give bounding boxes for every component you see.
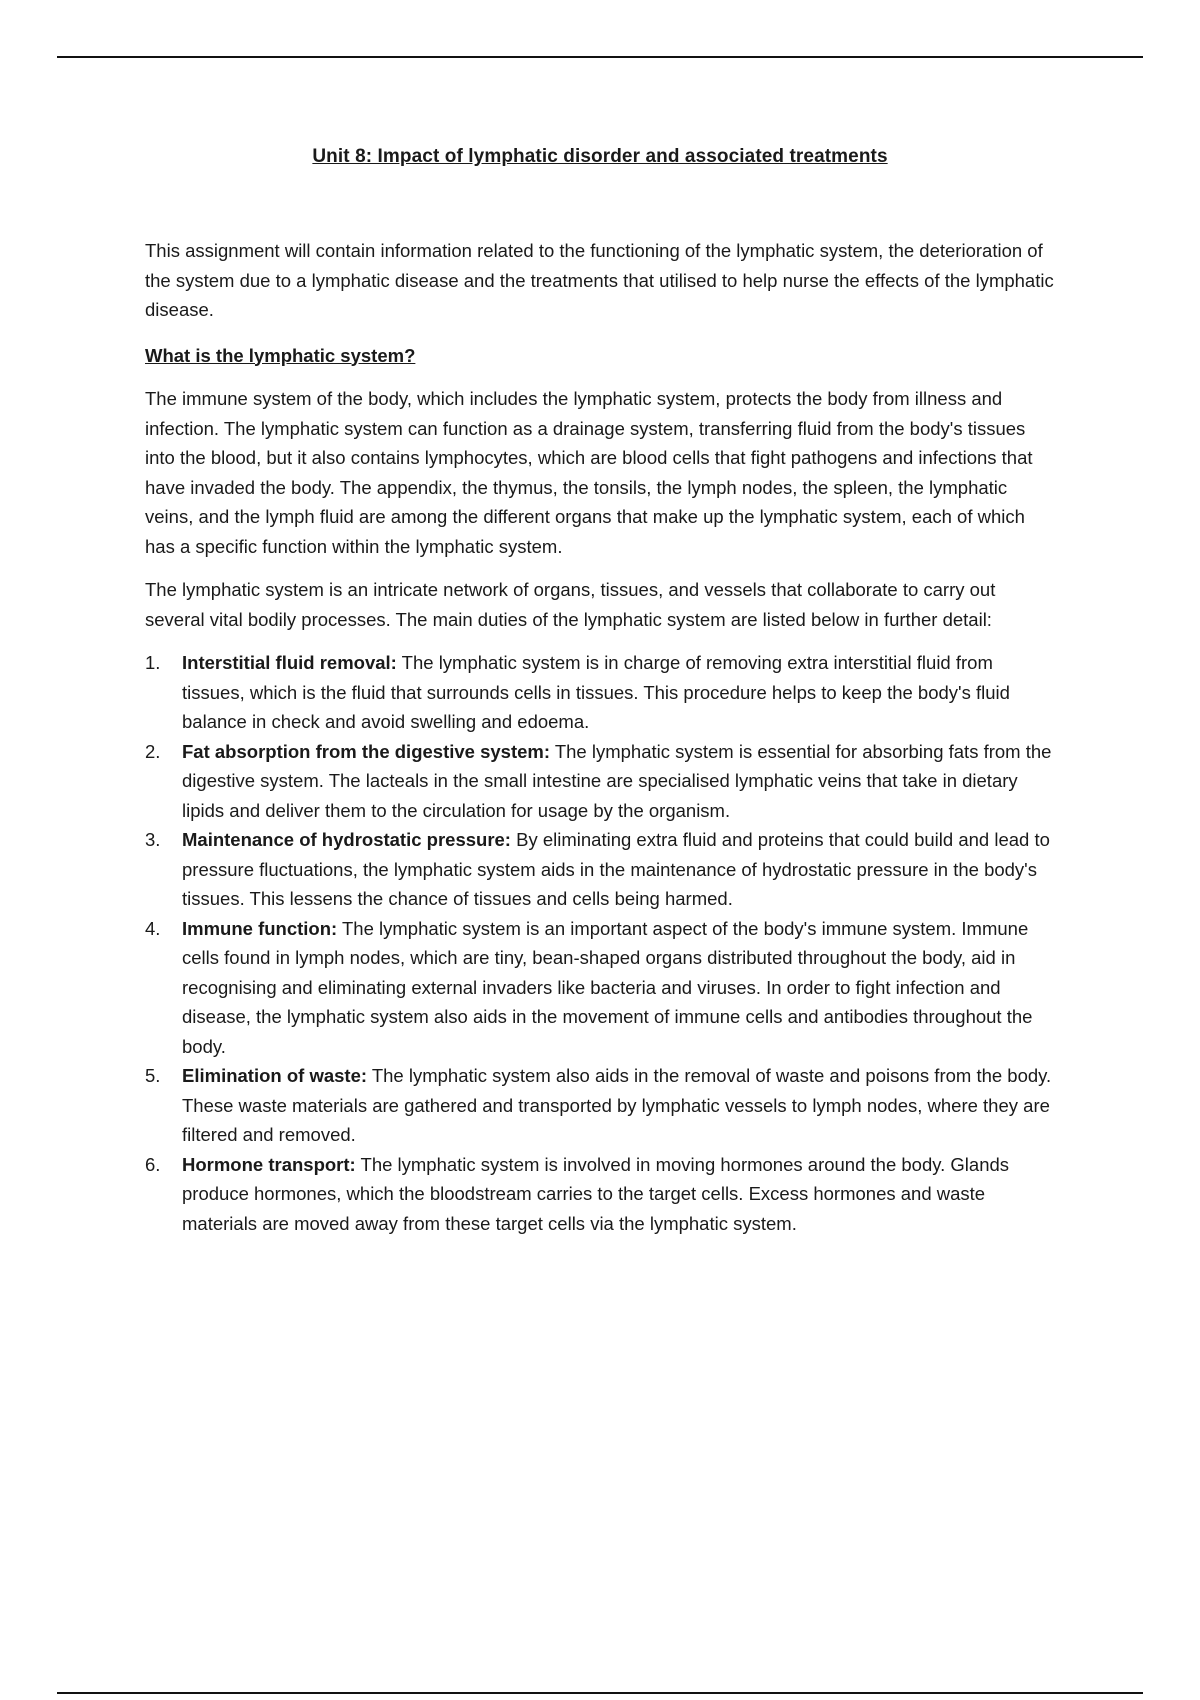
list-item-number: 6.: [145, 1153, 161, 1175]
list-item-text: The lymphatic system is involved in moving hormones around the body. Glands produce hormones, which the bloodstream carries to the target cells. Excess hormones and waste materials are moved away from these target cells via the lymphatic system.: [182, 1153, 1010, 1234]
list-item: [145, 1150, 1055, 1239]
list-item-text: By eliminating extra fluid and proteins that could build and lead to pressure fluctuations, the lymphatic system aids in the maintenance of hydrostatic pressure in the body's tissues. This lessens the chance of tissues and cells being harmed.: [182, 829, 1050, 909]
list-item-term: Elimination of waste:: [182, 1065, 368, 1086]
footer-rule: [57, 1692, 1143, 1694]
list-item-text: The lymphatic system is in charge of removing extra interstitial fluid from tissues, which is the fluid that surrounds cells in tissues. This procedure helps to keep the body's fluid balance in check and avoid swelling and edoema.: [182, 652, 1010, 732]
list-item-term: Immune function:: [182, 917, 338, 939]
body-paragraph-2: The lymphatic system is an intricate network of organs, tissues, and vessels that collaborate to carry out several vital bodily processes. The main duties of the lymphatic system are listed below in further detail:: [145, 579, 996, 630]
list-item-text: The lymphatic system also aids in the removal of waste and poisons from the body. These waste materials are gathered and transported by lymphatic vessels to lymph nodes, where they are filtered and removed.: [182, 1065, 1052, 1145]
list-item-term: Fat absorption from the digestive system:: [182, 740, 551, 762]
list-item-term: Hormone transport:: [182, 1153, 356, 1175]
list-item: [145, 648, 1055, 737]
list-item-number: 2.: [145, 740, 161, 762]
list-item: [145, 1061, 1055, 1150]
duties-list: [145, 648, 1055, 1238]
document-page: [145, 140, 1055, 1238]
list-item-number: 4.: [145, 917, 161, 939]
section-heading: What is the lymphatic system?: [145, 344, 416, 366]
list-item-number: 5.: [145, 1065, 161, 1086]
list-item-text: The lymphatic system is an important aspect of the body's immune system. Immune cells found in lymph nodes, which are tiny, bean-shaped organs distributed throughout the body, aid in recognising and eliminating external invaders like bacteria and viruses. In order to fight infection and disease, the lymphatic system also aids in the movement of immune cells and antibodies throughout the body.: [182, 917, 1033, 1057]
header-rule: [57, 56, 1143, 58]
list-item-number: 3.: [145, 829, 161, 850]
list-item: [145, 737, 1055, 826]
list-item-number: 1.: [145, 652, 161, 673]
list-item: [145, 825, 1055, 914]
list-item: [145, 914, 1055, 1062]
body-paragraph-1: The immune system of the body, which includes the lymphatic system, protects the body from illness and infection. The lymphatic system can function as a drainage system, transferring fluid from the body's tissues into the blood, but it also contains lymphocytes, which are blood cells that fight pathogens and infections that have invaded the body. The appendix, the thymus, the tonsils, the lymph nodes, the spleen, the lymphatic veins, and the lymph fluid are among the different organs that make up the lymphatic system, each of which has a specific function within the lymphatic system.: [145, 388, 1033, 557]
intro-paragraph: This assignment will contain information related to the functioning of the lymphatic system, the deterioration of the system due to a lymphatic disease and the treatments that utilised to help nurse the effects of the lymphatic disease.: [145, 240, 1054, 320]
list-item-term: Maintenance of hydrostatic pressure:: [182, 829, 511, 850]
list-item-text: The lymphatic system is essential for absorbing fats from the digestive system. The lacteals in the small intestine are specialised lymphatic veins that take in dietary lipids and deliver them to the circulation for usage by the organism.: [182, 740, 1052, 821]
document-title: Unit 8: Impact of lymphatic disorder and associated treatments: [312, 146, 888, 167]
list-item-term: Interstitial fluid removal:: [182, 652, 397, 673]
